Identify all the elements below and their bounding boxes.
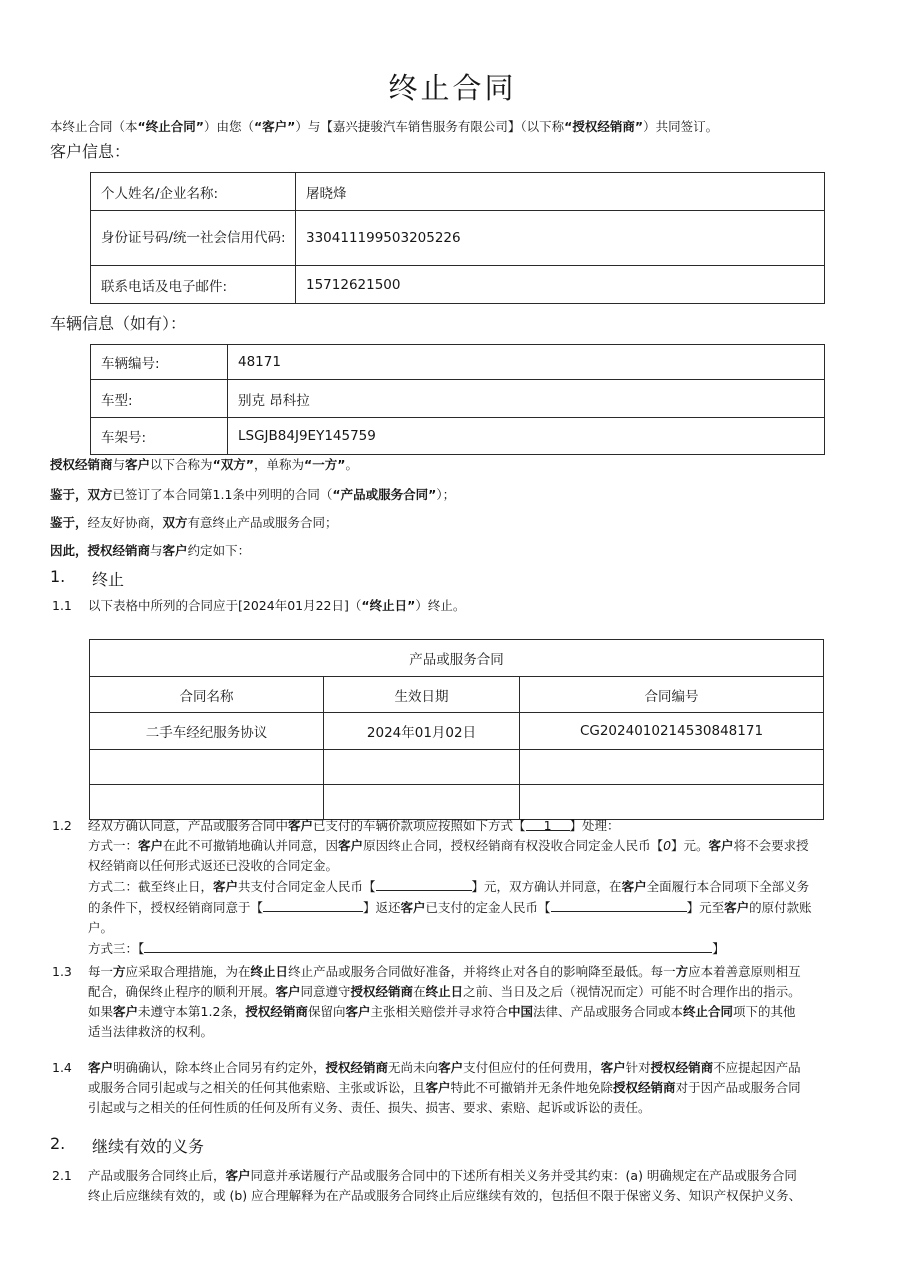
method-1-line: 方式一：客户在此不可撤销地确认并同意，因客户原因终止合同，授权经销商有权没收合同定金人民币【0】元。客户将不会要求授 [88,838,809,853]
forfeit-amount-field[interactable]: 0 [663,838,672,853]
empty-cell [90,750,324,785]
clause-1-4-number: 1.4 [52,1060,72,1075]
header-contract-number: 合同编号 [520,677,824,713]
paid-deposit-field[interactable] [376,876,472,891]
vehicle-vin-label: 车架号: [91,418,228,455]
customer-name-value: 屠晓烽 [296,173,825,211]
table-header-row [90,677,824,713]
vehicle-vin-value: LSGJB84J9EY145759 [228,418,825,455]
recital-therefore: 因此，授权经销商与客户约定如下： [50,543,251,558]
table-row [91,380,825,418]
clause-1-2-number: 1.2 [52,818,72,833]
effective-date-cell: 2024年01月02日 [324,713,520,750]
section-2-number: 2. [50,1134,66,1153]
section-2-title: 继续有效的义务 [92,1137,205,1156]
table-row [90,640,824,677]
method-2-line-3: 户。 [88,920,114,935]
clause-1-3-text [88,962,878,1042]
vehicle-info-table [90,344,825,455]
vehicle-model-label: 车型: [91,380,228,418]
clause-2-1-text [88,1166,878,1206]
method-3-line: 方式三：【 】 [88,938,868,959]
header-effective-date: 生效日期 [324,677,520,713]
clause-1-3-line: 适当法律救济的权利。 [88,1024,214,1039]
table-row [90,785,824,820]
method-2-line: 方式二：截至终止日，客户共支付合同定金人民币【 】元，双方确认并同意，在客户全面履行本合同项下全部义务 [88,876,868,897]
clause-1-2-text [88,816,868,959]
empty-cell [324,750,520,785]
section-1-number: 1. [50,567,66,586]
clause-1-4-line: 或服务合同引起或与之相关的任何其他索赔、主张或诉讼，且客户特此不可撤销并无条件地免除授权经销商对于因产品或服务合同 [88,1080,801,1095]
clause-2-1-number: 2.1 [52,1168,72,1183]
table-row [91,345,825,380]
section-1-title: 终止 [92,570,125,589]
method-2-line-2: 的条件下，授权经销商同意于【 】返还客户已支付的定金人民币【 】元至客户的原付款账 [88,897,868,918]
method-1-line-2: 权经销商以任何形式返还已没收的合同定金。 [88,858,339,873]
empty-cell [324,785,520,820]
clause-1-2-line: 经双方确认同意，产品或服务合同中客户已支付的车辆价款项应按照如下方式【 1 】处理： [88,818,620,833]
vehicle-number-label: 车辆编号: [91,345,228,380]
contract-name-cell: 二手车经纪服务协议 [90,713,324,750]
clause-1-3-line: 每一方应采取合理措施，为在终止日终止产品或服务合同做好准备，并将终止对各自的影响降至最低。每一方应本着善意原则相互 [88,964,801,979]
clause-1-3-number: 1.3 [52,964,72,979]
intro-paragraph: 本终止合同（本“终止合同”）由您（“客户”）与【嘉兴捷骏汽车销售服务有限公司】（以下称“授权经销商”）共同签订。 [50,119,719,134]
clause-1-1-number: 1.1 [52,598,72,613]
document-title: 终止合同 [388,71,517,105]
customer-name-label: 个人姓名/企业名称: [91,173,296,211]
vehicle-info-heading: 车辆信息（如有）： [50,314,187,333]
method-choice-field[interactable]: 1 [526,816,570,831]
table-row [91,211,825,266]
customer-info-heading: 客户信息： [50,142,131,161]
customer-contact-value: 15712621500 [296,266,825,304]
recital-parties: 授权经销商与客户以下合称为“双方”，单称为“一方”。 [50,457,358,472]
empty-cell [520,750,824,785]
clause-1-1-text: 以下表格中所列的合同应于[2024年01月22日]（“终止日”）终止。 [88,598,466,613]
customer-info-table [90,172,825,304]
recital-whereas-1: 鉴于，双方已签订了本合同第1.1条中列明的合同（“产品或服务合同”）； [50,487,456,502]
table-row [90,750,824,785]
vehicle-model-value: 别克 昂科拉 [228,380,825,418]
customer-contact-label: 联系电话及电子邮件: [91,266,296,304]
refund-amount-field[interactable] [551,897,687,912]
header-contract-name: 合同名称 [90,677,324,713]
clause-2-1-line: 终止后应继续有效的，或 (b) 应合理解释为在产品或服务合同终止后应继续有效的，包括但不限于保密义务、知识产权保护义务、 [88,1188,802,1203]
table-row [91,173,825,211]
clause-1-3-line: 如果客户未遵守本第1.2条，授权经销商保留向客户主张相关赔偿并寻求符合中国法律、产品或服务合同或本终止合同项下的其他 [88,1004,796,1019]
clause-1-3-line: 配合，确保终止程序的顺利开展。客户同意遵守授权经销商在终止日之前、当日及之后（视情况而定）可能不时合理作出的指示。 [88,984,801,999]
customer-id-label: 身份证号码/统一社会信用代码: [91,211,296,266]
contract-number-cell: CG2024010214530848171 [520,713,824,750]
recital-whereas-2: 鉴于，经友好协商，双方有意终止产品或服务合同； [50,515,338,530]
table-row [91,266,825,304]
empty-cell [90,785,324,820]
clause-2-1-line: 产品或服务合同终止后，客户同意并承诺履行产品或服务合同中的下述所有相关义务并受其约束：(a) 明确规定在产品或服务合同 [88,1168,797,1183]
contract-table [89,639,824,820]
clause-1-4-line: 客户明确确认，除本终止合同另有约定外，授权经销商无尚未向客户支付但应付的任何费用，客户针对授权经销商不应提起因产品 [88,1060,801,1075]
clause-1-4-line: 引起或与之相关的任何性质的任何及所有义务、责任、损失、损害、要求、索赔、起诉或诉讼的责任。 [88,1100,651,1115]
table-row [90,713,824,750]
table-row [91,418,825,455]
vehicle-number-value: 48171 [228,345,825,380]
contract-table-caption: 产品或服务合同 [90,640,824,677]
clause-1-4-text [88,1058,878,1118]
empty-cell [520,785,824,820]
method-3-field[interactable] [144,938,712,953]
customer-id-value: 330411199503205226 [296,211,825,266]
refund-date-field[interactable] [263,897,363,912]
